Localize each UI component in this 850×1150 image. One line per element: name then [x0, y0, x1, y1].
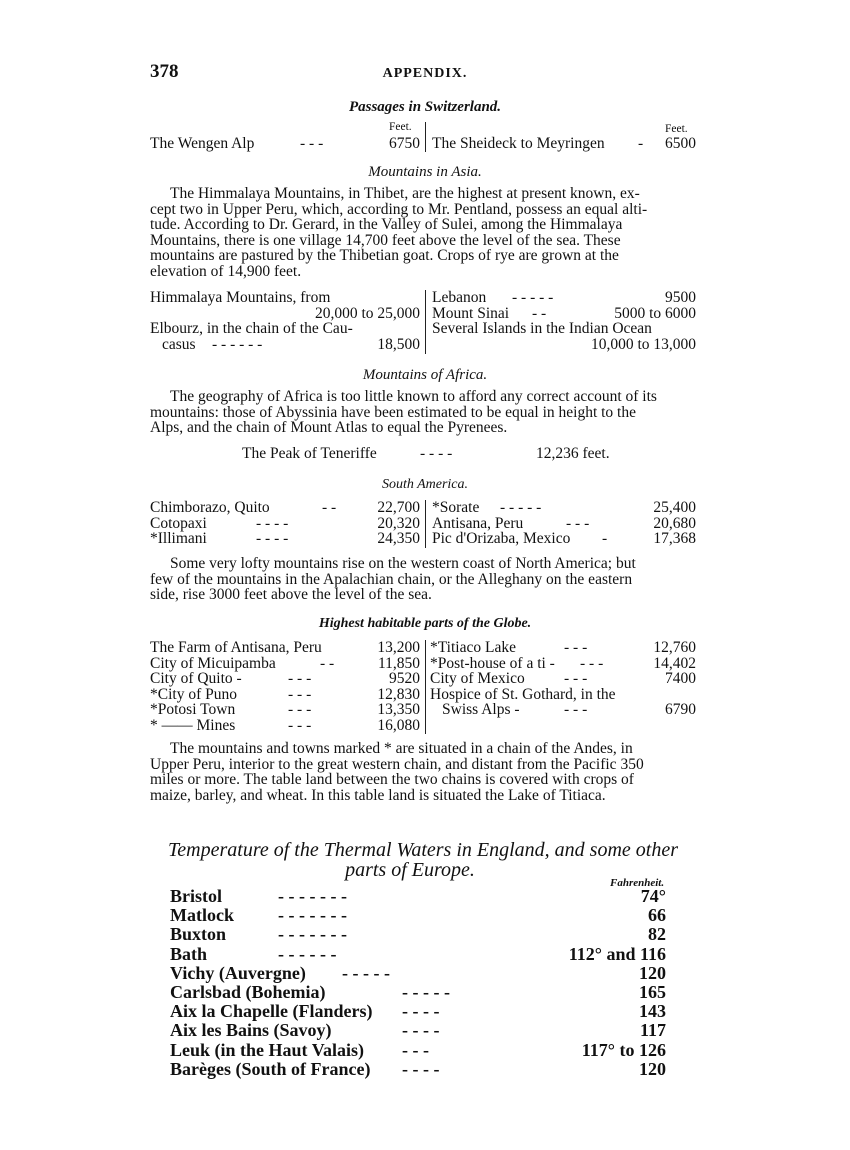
- column-divider: [425, 500, 426, 548]
- leader-dots: - - - - - -: [278, 943, 337, 964]
- leader-dots: - - - - -: [402, 981, 450, 1002]
- spring-name: Bath: [170, 943, 208, 964]
- table-row: [150, 718, 420, 734]
- habitable-paragraph-line: The mountains and towns marked * are situated in a chain of the Andes, in: [170, 740, 633, 757]
- place-height: 11,850: [377, 654, 420, 672]
- section-title-south-america: South America.: [381, 477, 469, 492]
- spring-temperature: 66: [648, 905, 666, 926]
- spring-name: Vichy (Auvergne): [170, 962, 306, 983]
- leader-dots: - - - - -: [512, 289, 554, 306]
- section-title-habitable: Highest habitable parts of the Globe.: [318, 616, 532, 631]
- leader-dots: - -: [320, 654, 335, 672]
- peak-teneriffe-name: The Peak of Teneriffe: [242, 445, 377, 462]
- leader-dots: - - -: [402, 1039, 429, 1060]
- place-name: City of Quito -: [150, 670, 242, 688]
- swiss-right-name: The Sheideck to Meyringen: [432, 135, 605, 152]
- mountain-height: 20,000 to 25,000: [314, 304, 420, 322]
- table-row: [150, 290, 420, 306]
- table-row: [150, 516, 420, 532]
- leader-dots: - - - -: [402, 1020, 440, 1041]
- spring-name: Matlock: [170, 905, 234, 926]
- africa-paragraph-line: Alps, and the chain of Mount Atlas to equal the Pyrenees.: [150, 419, 508, 437]
- unit-feet-left: Feet.: [389, 121, 412, 133]
- table-row: [432, 531, 696, 547]
- leader-dots: - - -: [564, 639, 588, 656]
- spring-temperature: 120: [639, 962, 666, 983]
- asia-paragraph-line: The Himmalaya Mountains, in Thibet, are the highest at present known, ex-: [170, 185, 640, 202]
- asia-paragraph-line: cept two in Upper Peru, which, according to Mr. Pentland, possess an equal alti-: [150, 200, 648, 218]
- mountain-height: 10,000 to 13,000: [590, 335, 696, 353]
- spring-temperature: 120: [639, 1058, 666, 1079]
- south-america-paragraph: [150, 556, 698, 603]
- spring-temperature: 74°: [640, 886, 666, 906]
- thermal-title-line1: Temperature of the Thermal Waters in England, and some other: [168, 839, 678, 861]
- leader-dots: - - - - - -: [212, 335, 263, 353]
- place-name: *City of Puno: [150, 685, 237, 703]
- leader-dots: - - - -: [256, 514, 289, 532]
- place-name: Hospice of St. Gothard, in the: [430, 685, 616, 703]
- table-row: [150, 687, 420, 703]
- asia-left-table: [150, 290, 420, 352]
- mountain-name: Antisana, Peru: [432, 514, 524, 532]
- table-row: [432, 337, 696, 353]
- mountain-name: casus: [162, 335, 196, 353]
- table-row: [150, 500, 420, 516]
- spring-temperature: 82: [648, 924, 666, 945]
- mountain-name: Several Islands in the Indian Ocean: [432, 320, 652, 338]
- column-divider: [425, 640, 426, 734]
- spring-name: Barèges (South of France): [170, 1058, 371, 1079]
- asia-right-table: [432, 290, 696, 352]
- mountain-height: 20,320: [377, 514, 420, 532]
- spring-temperature: 112° and 116: [568, 943, 666, 964]
- section-title-africa: Mountains of Africa.: [362, 367, 488, 383]
- mountain-height: 25,400: [653, 499, 696, 516]
- leader-dots: - - - - - - -: [278, 924, 347, 945]
- place-height: 13,200: [377, 639, 420, 656]
- table-row: [150, 531, 420, 547]
- swiss-right-dots: -: [638, 135, 644, 152]
- table-row: [432, 290, 696, 306]
- thermal-title-line2: parts of Europe.: [345, 859, 475, 881]
- asia-paragraph-line: mountains are pastured by the Thibetian goat. Crops of rye are grown at the: [150, 247, 619, 265]
- table-row: [170, 887, 666, 906]
- running-title: APPENDIX.: [382, 66, 468, 81]
- leader-dots: - - - -: [256, 530, 289, 548]
- column-divider: [425, 122, 426, 152]
- swiss-left-name: The Wengen Alp: [150, 135, 255, 152]
- section-title-switzerland: Passages in Switzerland.: [348, 99, 502, 115]
- africa-paragraph: [150, 389, 698, 436]
- mountain-height: 20,680: [653, 514, 696, 532]
- mountain-name: Pic d'Orizaba, Mexico: [432, 530, 571, 548]
- asia-paragraph: [150, 186, 698, 280]
- mountain-height: 9500: [665, 289, 696, 306]
- south-america-right-table: [432, 500, 696, 547]
- habitable-paragraph-line: Upper Peru, interior to the great western chain, and distant from the Pacific 350: [150, 755, 644, 773]
- table-row: [432, 516, 696, 532]
- asia-paragraph-line: elevation of 14,900 feet.: [150, 262, 302, 280]
- place-name: City of Micuipamba: [150, 654, 276, 672]
- table-row: [150, 321, 420, 337]
- leader-dots: - - -: [288, 701, 312, 719]
- mountain-height: 17,368: [653, 530, 696, 548]
- mountain-height: 24,350: [377, 530, 420, 548]
- table-row: [170, 1021, 666, 1040]
- table-row: [150, 656, 420, 672]
- leader-dots: - - - -: [420, 445, 453, 462]
- table-row: [150, 702, 420, 718]
- table-row: [430, 656, 696, 672]
- table-row: [170, 1041, 666, 1060]
- leader-dots: - - -: [288, 670, 312, 688]
- table-row: [432, 500, 696, 516]
- table-row: [430, 687, 696, 703]
- spring-temperature: 165: [639, 981, 666, 1002]
- thermal-table: [170, 887, 666, 1079]
- place-name: The Farm of Antisana, Peru: [150, 639, 322, 656]
- leader-dots: - - - -: [402, 1058, 440, 1079]
- place-name: * —— Mines: [150, 716, 236, 734]
- spring-name: Leuk (in the Haut Valais): [170, 1039, 365, 1060]
- habitable-right-table: [430, 640, 696, 718]
- mountain-name: Chimborazo, Quito: [150, 499, 270, 516]
- page-number: 378: [150, 61, 179, 82]
- peak-teneriffe-value: 12,236 feet.: [536, 445, 610, 462]
- mountain-name: Lebanon: [432, 289, 487, 306]
- table-row: [430, 702, 696, 718]
- unit-fahrenheit: Fahrenheit.: [610, 877, 665, 889]
- habitable-left-table: [150, 640, 420, 734]
- leader-dots: - - - - - - -: [278, 886, 347, 906]
- spring-temperature: 117° to 126: [581, 1039, 666, 1060]
- mountain-height: 5000 to 6000: [614, 304, 696, 322]
- spring-name: Carlsbad (Bohemia): [170, 981, 326, 1002]
- leader-dots: - -: [532, 304, 547, 322]
- leader-dots: - - -: [566, 514, 590, 532]
- place-name: Swiss Alps -: [442, 701, 520, 719]
- mountain-height: 18,500: [377, 335, 420, 353]
- mountain-name: *Sorate: [432, 499, 480, 516]
- table-row: [170, 945, 666, 964]
- table-row: [170, 925, 666, 944]
- africa-paragraph-line: mountains: those of Abyssinia have been estimated to be equal in height to the: [150, 403, 636, 421]
- habitable-paragraph: [150, 741, 698, 803]
- place-name: *Potosi Town: [150, 701, 236, 719]
- table-row: [430, 671, 696, 687]
- leader-dots: - - - -: [402, 1001, 440, 1022]
- unit-feet-right: Feet.: [665, 123, 688, 135]
- place-height: 14,402: [653, 654, 696, 672]
- place-height: 13,350: [377, 701, 420, 719]
- leader-dots: - - -: [580, 654, 604, 672]
- place-height: 7400: [665, 670, 696, 688]
- table-row: [150, 640, 420, 656]
- south-america-paragraph-line: few of the mountains in the Apalachian chain, or the Alleghany on the eastern: [150, 570, 633, 588]
- swiss-left-value: 6750: [389, 135, 420, 152]
- table-row: [170, 983, 666, 1002]
- asia-paragraph-line: tude. According to Dr. Gerard, in the Valley of Sulei, among the Himmalaya: [150, 216, 623, 234]
- leader-dots: - - -: [288, 716, 312, 734]
- table-row: [170, 1002, 666, 1021]
- south-america-paragraph-line: Some very lofty mountains rise on the western coast of North America; but: [170, 555, 636, 572]
- leader-dots: - - -: [564, 670, 588, 688]
- place-height: 6790: [665, 701, 696, 719]
- mountain-name: *Illimani: [150, 530, 207, 548]
- spring-name: Aix la Chapelle (Flanders): [170, 1001, 373, 1022]
- column-divider: [425, 290, 426, 354]
- spring-name: Bristol: [170, 886, 222, 906]
- table-row: [170, 1060, 666, 1079]
- leader-dots: - - - - - - -: [278, 905, 347, 926]
- table-row: [150, 306, 420, 322]
- place-height: 12,830: [377, 685, 420, 703]
- swiss-left-dots: - - -: [300, 135, 324, 152]
- place-name: *Post-house of a ti -: [430, 654, 555, 672]
- spring-name: Aix les Bains (Savoy): [170, 1020, 332, 1041]
- leader-dots: - -: [322, 499, 337, 516]
- table-row: [432, 321, 696, 337]
- spring-temperature: 117: [639, 1020, 666, 1041]
- table-row: [150, 671, 420, 687]
- africa-paragraph-line: The geography of Africa is too little known to afford any correct account of its: [170, 388, 657, 405]
- table-row: [432, 306, 696, 322]
- leader-dots: - - -: [564, 701, 588, 719]
- table-row: [170, 906, 666, 925]
- section-title-asia: Mountains in Asia.: [368, 164, 482, 180]
- mountain-name: Himmalaya Mountains, from: [150, 289, 331, 306]
- place-height: 12,760: [653, 639, 696, 656]
- leader-dots: -: [602, 530, 608, 548]
- table-row: [150, 337, 420, 353]
- place-name: City of Mexico: [430, 670, 525, 688]
- spring-name: Buxton: [170, 924, 227, 945]
- swiss-right-value: 6500: [665, 135, 696, 152]
- place-height: 9520: [389, 670, 420, 688]
- mountain-name: Mount Sinai: [432, 304, 510, 322]
- asia-paragraph-line: Mountains, there is one village 14,700 feet above the level of the sea. These: [150, 231, 621, 249]
- table-row: [170, 964, 666, 983]
- mountain-name: Cotopaxi: [150, 514, 207, 532]
- south-america-left-table: [150, 500, 420, 547]
- spring-temperature: 143: [639, 1001, 666, 1022]
- south-america-paragraph-line: side, rise 3000 feet above the level of the sea.: [150, 586, 432, 604]
- leader-dots: - - - - -: [500, 499, 542, 516]
- mountain-height: 22,700: [377, 499, 420, 516]
- leader-dots: - - -: [288, 685, 312, 703]
- place-name: *Titiaco Lake: [430, 639, 516, 656]
- table-row: [430, 640, 696, 656]
- leader-dots: - - - - -: [342, 962, 390, 983]
- habitable-paragraph-line: miles or more. The table land between the two chains is covered with crops of: [150, 771, 634, 789]
- place-height: 16,080: [377, 716, 420, 734]
- habitable-paragraph-line: maize, barley, and wheat. In this table land is situated the Lake of Titiaca.: [150, 786, 606, 804]
- mountain-name: Elbourz, in the chain of the Cau-: [150, 320, 353, 338]
